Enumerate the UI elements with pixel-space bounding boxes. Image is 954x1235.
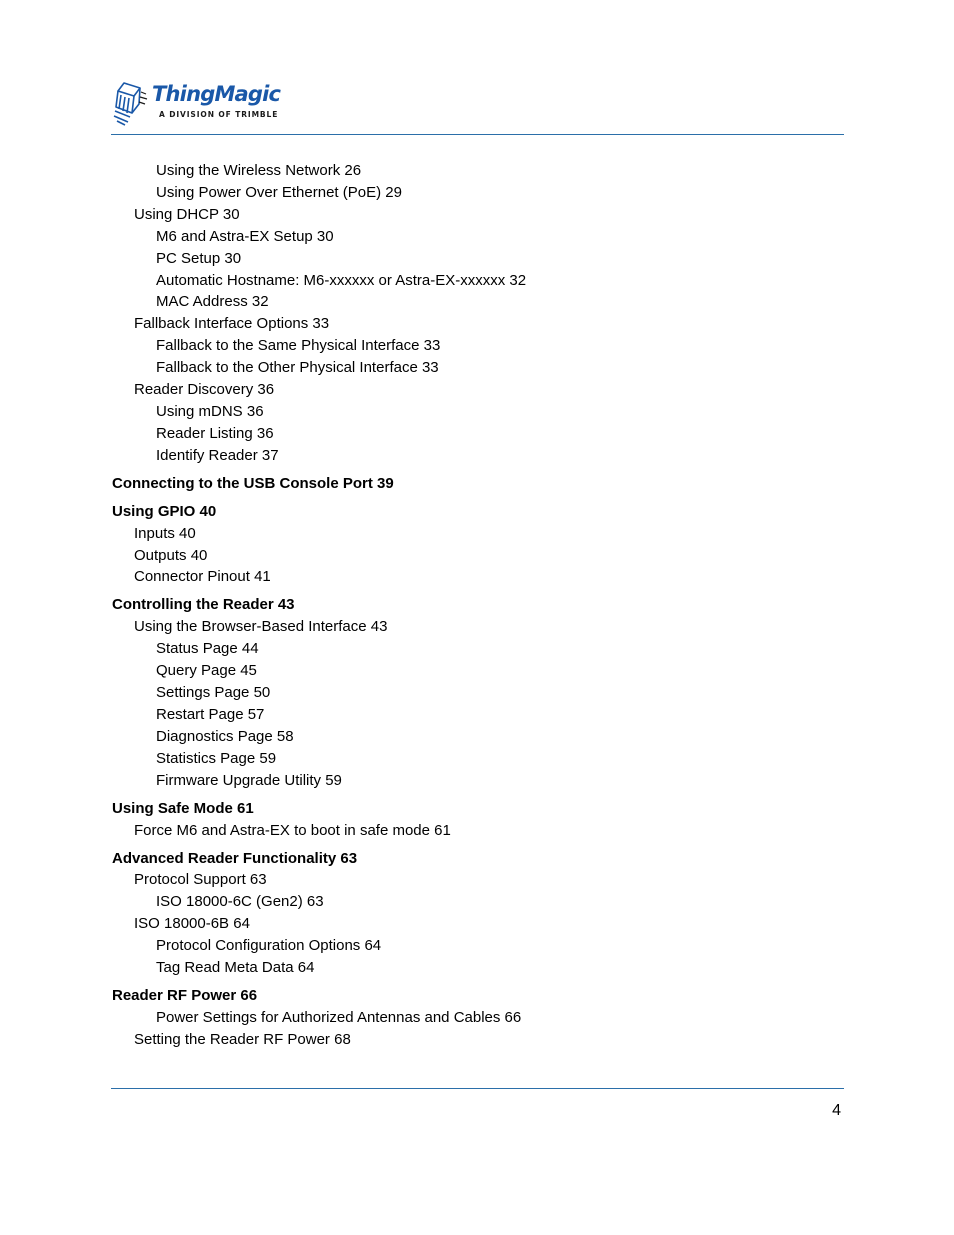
toc-entry[interactable]: Protocol Support 63 [134, 871, 267, 889]
toc-entry[interactable]: Using mDNS 36 [156, 402, 264, 420]
header-divider [111, 134, 844, 135]
toc-entry[interactable]: Query Page 45 [156, 662, 257, 680]
toc-entry[interactable]: PC Setup 30 [156, 249, 242, 267]
toc-entry[interactable]: Using the Wireless Network 26 [156, 162, 362, 179]
toc-entry[interactable]: Automatic Hostname: M6-xxxxxx or Astra-EX-xxxxxx 32 [156, 271, 527, 289]
toc-entry[interactable]: Outputs 40 [134, 546, 208, 564]
toc-entry[interactable]: Using Power Over Ethernet (PoE) 29 [156, 183, 402, 201]
toc-entry[interactable]: Power Settings for Authorized Antennas and Cables 66 [156, 1008, 522, 1026]
toc-entry[interactable]: Fallback to the Other Physical Interface 33 [156, 359, 439, 377]
toc-heading[interactable]: Connecting to the USB Console Port 39 [112, 474, 394, 492]
toc-entry[interactable]: Reader Discovery 36 [134, 381, 275, 398]
toc-entry[interactable]: M6 and Astra-EX Setup 30 [156, 227, 334, 245]
toc-entry[interactable]: Protocol Configuration Options 64 [156, 937, 382, 955]
toc-entry[interactable]: ISO 18000-6B 64 [134, 915, 250, 933]
toc-entry[interactable]: Restart Page 57 [156, 705, 265, 723]
toc-entry[interactable]: Firmware Upgrade Utility 59 [156, 771, 342, 789]
toc-entry[interactable]: Force M6 and Astra-EX to boot in safe mode 61 [134, 821, 451, 839]
toc-entry[interactable]: Reader Listing 36 [156, 424, 274, 442]
toc-heading[interactable]: Reader RF Power 66 [112, 987, 258, 1004]
toc-entry[interactable]: Diagnostics Page 58 [156, 727, 294, 745]
toc-entry[interactable]: Status Page 44 [156, 640, 259, 658]
thingmagic-cube-icon [112, 80, 152, 128]
toc-entry[interactable]: Setting the Reader RF Power 68 [134, 1030, 351, 1048]
toc-entry[interactable]: Fallback Interface Options 33 [134, 315, 330, 333]
brand-tagline: A DIVISION OF TRIMBLE [159, 110, 279, 119]
toc-entry[interactable]: MAC Address 32 [156, 293, 269, 311]
toc-heading[interactable]: Using GPIO 40 [112, 502, 217, 520]
toc-entry[interactable]: Settings Page 50 [156, 684, 271, 701]
toc-entry[interactable]: Inputs 40 [134, 524, 196, 542]
page-number: 4 [832, 1102, 841, 1119]
toc-entry[interactable]: ISO 18000-6C (Gen2) 63 [156, 893, 324, 911]
toc-heading[interactable]: Advanced Reader Functionality 63 [112, 849, 358, 867]
toc-heading[interactable]: Using Safe Mode 61 [112, 799, 254, 817]
toc-entry[interactable]: Identify Reader 37 [156, 446, 279, 464]
toc-heading[interactable]: Controlling the Reader 43 [112, 596, 295, 614]
toc-entry[interactable]: Fallback to the Same Physical Interface 33 [156, 337, 441, 355]
brand-name: ThingMagic [152, 82, 281, 106]
footer-divider [111, 1088, 844, 1089]
toc-entry[interactable]: Using the Browser-Based Interface 43 [134, 618, 388, 636]
toc-entry[interactable]: Statistics Page 59 [156, 749, 277, 767]
toc-entry[interactable]: Tag Read Meta Data 64 [156, 959, 315, 976]
toc-entry[interactable]: Using DHCP 30 [134, 205, 240, 223]
toc-entry[interactable]: Connector Pinout 41 [134, 568, 271, 586]
